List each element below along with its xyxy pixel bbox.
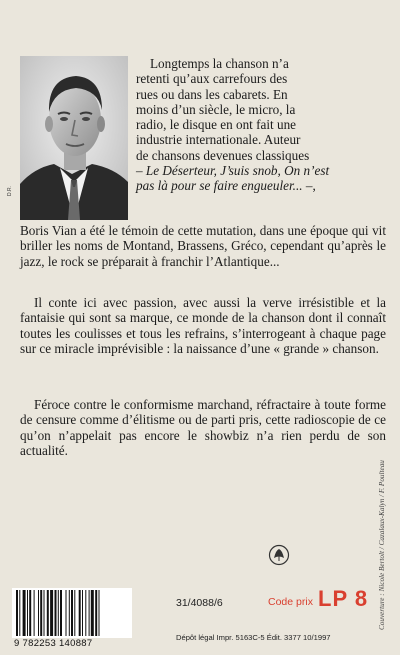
paragraph-1-top — [136, 56, 386, 194]
barcode-bar — [58, 590, 59, 636]
barcode-bar — [19, 590, 20, 636]
barcode-bar — [91, 590, 94, 636]
text-line: moins d’un siècle, le micro, la — [136, 101, 296, 117]
portrait-illustration — [20, 56, 128, 220]
text-line-italic — [136, 178, 386, 193]
barcode-bar — [29, 590, 31, 636]
paragraph-2: Il conte ici avec passion, avec aussi la verve irrésistible et la fantaisie qui sont sa marque, ce monde de la chanson dont il connaît toutes les coulisses et tous les refrains, s’interrogeant à chaque page sur ce miracle imprévisible : la naissance d’une « grande » chanson. — [20, 295, 386, 356]
cover-credit: Couverture : Nicole Bertolt / Cazalaux-Kalyn / F. Poulteau — [378, 460, 386, 630]
song-titles-a: Le Déserteur, J’suis snob, On n’est — [145, 163, 330, 179]
text-line-italic — [136, 163, 386, 178]
text-line: industrie internationale. Auteur — [136, 132, 301, 148]
barcode-icon — [12, 588, 132, 638]
barcode-bar — [27, 590, 28, 636]
barcode-bar — [60, 590, 62, 636]
barcode-bar — [74, 590, 75, 636]
closing-dash: –, — [302, 178, 316, 194]
barcode-bar — [69, 590, 70, 636]
author-portrait-photo — [20, 56, 128, 220]
song-titles-b: pas là pour se faire engueuler... — [136, 178, 303, 194]
barcode-bar — [16, 590, 18, 636]
text-line: Longtemps la chanson n’a — [150, 56, 289, 71]
barcode-bar — [50, 590, 53, 636]
paragraph-3: Féroce contre le conformisme marchand, réfractaire à toute forme de censure comme d’élitisme ou de parti pris, cette radioscopie de ce qu’on n’appelait pas encore le showbiz n’a rien perdu de son actualité. — [20, 397, 386, 458]
barcode-bar — [79, 590, 81, 636]
barcode-bar — [44, 590, 45, 636]
price-label: Code prix — [268, 596, 313, 608]
publisher-logo-icon — [268, 544, 290, 566]
catalog-reference: 31/4088/6 — [176, 597, 223, 609]
barcode-number: 9 782253 140887 — [14, 638, 93, 649]
text-line: rues ou dans les cabarets. En — [136, 86, 288, 102]
photo-credit: D.R. — [7, 186, 13, 196]
barcode-bar — [99, 590, 100, 636]
legal-deposit: Dépôt légal Impr. 5163C-5 Édit. 3377 10/1997 — [176, 633, 331, 642]
barcode-bar — [23, 590, 26, 636]
barcode-bar — [55, 590, 57, 636]
barcode-bar — [38, 590, 39, 636]
barcode-bar — [82, 590, 83, 636]
barcode-bar — [95, 590, 97, 636]
barcode-bar — [66, 590, 67, 636]
text-line: de chansons devenues classiques — [136, 147, 310, 163]
barcode-bar — [47, 590, 49, 636]
barcode-bar — [34, 590, 35, 636]
price-code: LP 8 — [318, 586, 369, 611]
text-line: radio, le disque en ont fait une — [136, 117, 297, 133]
barcode-bar — [71, 590, 73, 636]
barcode-bar — [85, 590, 86, 636]
barcode-bar — [40, 590, 42, 636]
paragraph-1-bottom: Boris Vian a été le témoin de cette mutation, dans une époque qui vit briller les noms de Montand, Brassens, Gréco, cependant qu’après le jazz, le rock se préparait à franchir l’Atlantique... — [20, 223, 386, 269]
text-line: retenti qu’aux carrefours des — [136, 71, 288, 87]
dash: – — [136, 163, 146, 179]
barcode-bar — [89, 590, 90, 636]
